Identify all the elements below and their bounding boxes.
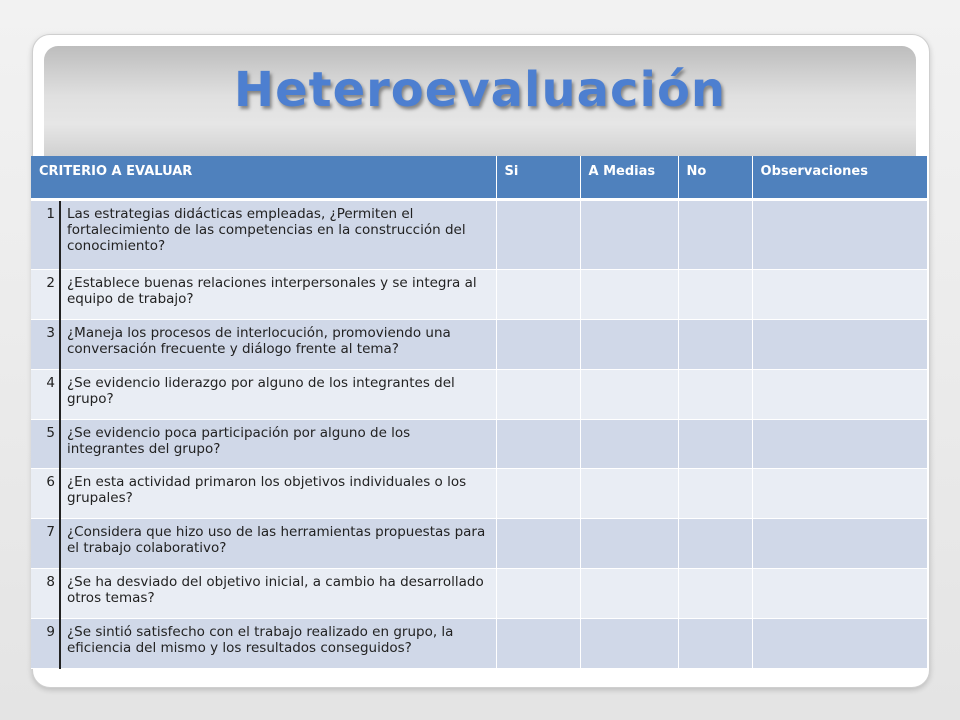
header-si: Si <box>496 156 580 200</box>
si-cell[interactable] <box>496 519 580 569</box>
si-cell[interactable] <box>496 619 580 669</box>
observaciones-cell[interactable] <box>752 569 927 619</box>
observaciones-cell[interactable] <box>752 369 927 419</box>
si-cell[interactable] <box>496 319 580 369</box>
table-row <box>31 469 927 519</box>
table-row <box>31 619 927 669</box>
no-cell[interactable] <box>678 270 752 320</box>
row-number: 2 <box>31 270 60 320</box>
header-criterio: CRITERIO A EVALUAR <box>31 156 496 200</box>
si-cell[interactable] <box>496 200 580 270</box>
no-cell[interactable] <box>678 200 752 270</box>
row-number: 3 <box>31 319 60 369</box>
si-cell[interactable] <box>496 569 580 619</box>
no-cell[interactable] <box>678 419 752 469</box>
table-row <box>31 319 927 369</box>
a-medias-cell[interactable] <box>580 200 678 270</box>
criterion-text: ¿Considera que hizo uso de las herramientas propuestas para el trabajo colaborativo? <box>60 519 496 569</box>
criterion-text: ¿Se ha desviado del objetivo inicial, a cambio ha desarrollado otros temas? <box>60 569 496 619</box>
a-medias-cell[interactable] <box>580 469 678 519</box>
no-cell[interactable] <box>678 619 752 669</box>
criterion-text: ¿Se evidencio poca participación por alguno de los integrantes del grupo? <box>60 419 496 469</box>
row-number: 5 <box>31 419 60 469</box>
a-medias-cell[interactable] <box>580 619 678 669</box>
criterion-text: ¿Se evidencio liderazgo por alguno de los integrantes del grupo? <box>60 369 496 419</box>
row-number: 6 <box>31 469 60 519</box>
a-medias-cell[interactable] <box>580 319 678 369</box>
table-row <box>31 200 927 270</box>
table-row <box>31 569 927 619</box>
row-number: 7 <box>31 519 60 569</box>
observaciones-cell[interactable] <box>752 519 927 569</box>
observaciones-cell[interactable] <box>752 469 927 519</box>
table-row <box>31 270 927 320</box>
a-medias-cell[interactable] <box>580 419 678 469</box>
header-no: No <box>678 156 752 200</box>
a-medias-cell[interactable] <box>580 569 678 619</box>
observaciones-cell[interactable] <box>752 619 927 669</box>
observaciones-cell[interactable] <box>752 270 927 320</box>
si-cell[interactable] <box>496 419 580 469</box>
si-cell[interactable] <box>496 469 580 519</box>
no-cell[interactable] <box>678 319 752 369</box>
table-row <box>31 369 927 419</box>
table-row <box>31 519 927 569</box>
criterion-text: ¿Se sintió satisfecho con el trabajo realizado en grupo, la eficiencia del mismo y los resultados conseguidos? <box>60 619 496 669</box>
row-number: 9 <box>31 619 60 669</box>
evaluation-table <box>31 156 927 669</box>
a-medias-cell[interactable] <box>580 519 678 569</box>
row-number: 1 <box>31 200 60 270</box>
page-title: Heteroevaluación <box>233 62 727 118</box>
observaciones-cell[interactable] <box>752 319 927 369</box>
table-header-row <box>31 156 927 200</box>
a-medias-cell[interactable] <box>580 369 678 419</box>
si-cell[interactable] <box>496 369 580 419</box>
header-a-medias: A Medias <box>580 156 678 200</box>
no-cell[interactable] <box>678 569 752 619</box>
table-row <box>31 419 927 469</box>
no-cell[interactable] <box>678 519 752 569</box>
no-cell[interactable] <box>678 469 752 519</box>
criterion-text: ¿En esta actividad primaron los objetivos individuales o los grupales? <box>60 469 496 519</box>
criterion-text: ¿Maneja los procesos de interlocución, promoviendo una conversación frecuente y diálogo frente al tema? <box>60 319 496 369</box>
observaciones-cell[interactable] <box>752 200 927 270</box>
observaciones-cell[interactable] <box>752 419 927 469</box>
row-number: 8 <box>31 569 60 619</box>
no-cell[interactable] <box>678 369 752 419</box>
criterion-text: Las estrategias didácticas empleadas, ¿Permiten el fortalecimiento de las competencias en la construcción del conocimiento? <box>60 200 496 270</box>
row-number: 4 <box>31 369 60 419</box>
si-cell[interactable] <box>496 270 580 320</box>
header-observaciones: Observaciones <box>752 156 927 200</box>
criterion-text: ¿Establece buenas relaciones interpersonales y se integra al equipo de trabajo? <box>60 270 496 320</box>
a-medias-cell[interactable] <box>580 270 678 320</box>
